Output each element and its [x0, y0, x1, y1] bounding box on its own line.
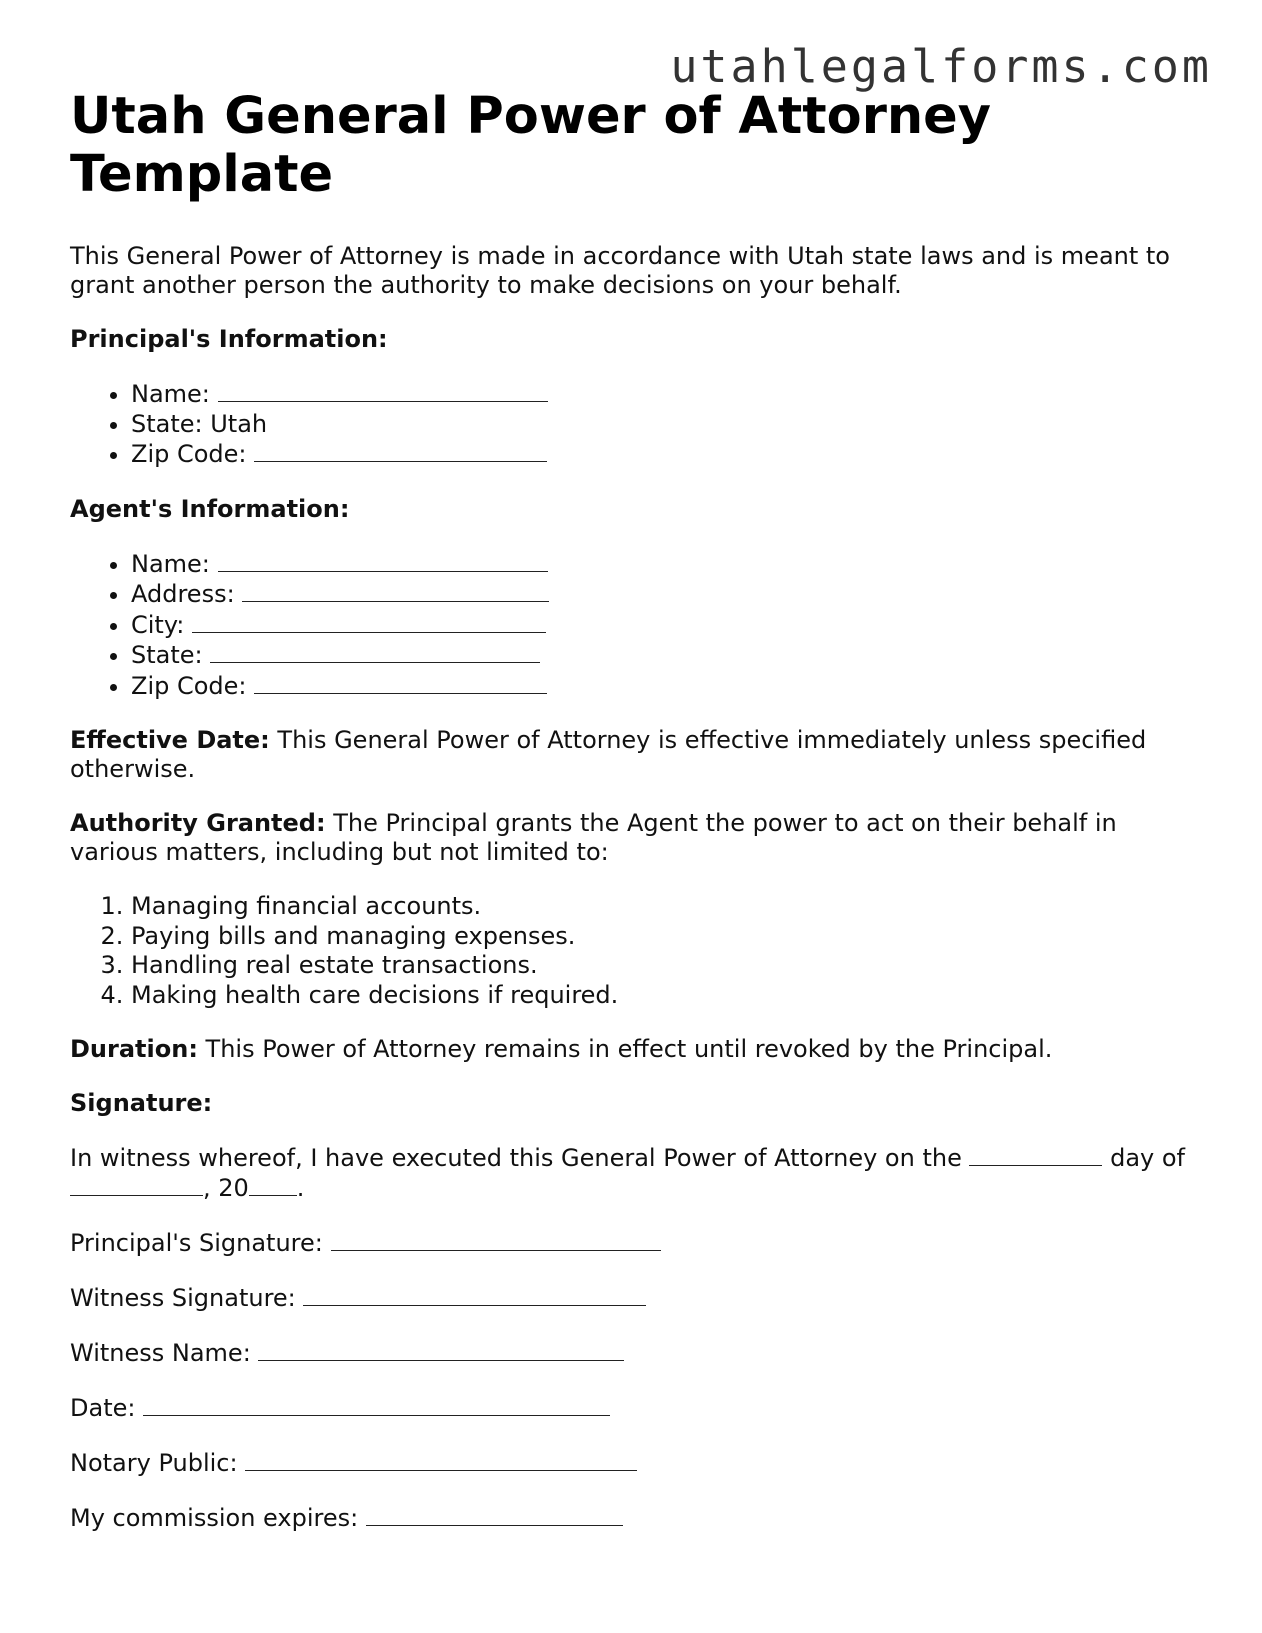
agent-heading: Agent's Information: — [70, 494, 350, 523]
duration-label: Duration: — [70, 1035, 198, 1063]
date-line: Date: — [70, 1393, 1190, 1423]
document-title: Utah General Power of Attorney Template — [70, 87, 991, 204]
date-field[interactable] — [143, 1393, 610, 1416]
site-watermark: utahlegalforms.com — [670, 40, 1212, 93]
effective-date-text: This General Power of Attorney is effective immediately unless specified otherwise. — [70, 726, 1147, 783]
principal-signature-field[interactable] — [331, 1228, 661, 1251]
agent-name-item: • Name: — [131, 549, 1190, 580]
duration-text: This Power of Attorney remains in effect until revoked by the Principal. — [197, 1035, 1053, 1063]
authority-item: 4. Making health care decisions if required. — [131, 981, 1190, 1011]
principal-name-item: • Name: — [131, 379, 1190, 410]
witness-signature-line: Witness Signature: — [70, 1283, 1190, 1313]
commission-expires-line: My commission expires: — [70, 1503, 1190, 1533]
principal-zip-item: • Zip Code: — [131, 439, 1190, 470]
agent-address-item: • Address: — [131, 579, 1190, 610]
authority-item: 3. Handling real estate transactions. — [131, 951, 1190, 981]
authority-list — [70, 892, 1190, 1010]
execution-day-field[interactable] — [969, 1143, 1102, 1166]
authority-label: Authority Granted: — [70, 809, 326, 837]
signature-heading: Signature: — [70, 1089, 213, 1117]
authority-item: 1. Managing financial accounts. — [131, 892, 1190, 922]
notary-public-field[interactable] — [245, 1448, 637, 1471]
authority-item: 2. Paying bills and managing expenses. — [131, 922, 1190, 952]
witness-name-field[interactable] — [258, 1338, 624, 1361]
document-page — [70, 88, 1190, 1558]
intro-paragraph: This General Power of Attorney is made in accordance with Utah state laws and is meant to grant another person the authority to make decisions on your behalf. — [70, 242, 1170, 299]
agent-info-list — [70, 549, 1190, 702]
principal-heading: Principal's Information: — [70, 325, 388, 353]
agent-state-item: • State: — [131, 640, 1190, 671]
execution-month-field[interactable] — [70, 1173, 203, 1196]
effective-date-paragraph — [70, 726, 1190, 784]
agent-address-field[interactable] — [242, 579, 549, 602]
principal-signature-line: Principal's Signature: — [70, 1228, 1190, 1258]
notary-public-line: Notary Public: — [70, 1448, 1190, 1478]
commission-expires-field[interactable] — [366, 1503, 623, 1526]
authority-paragraph — [70, 809, 1190, 867]
agent-name-field[interactable] — [218, 549, 548, 572]
principal-zip-field[interactable] — [254, 439, 547, 462]
principal-info-list — [70, 379, 1190, 470]
agent-city-item: • City: — [131, 610, 1190, 641]
agent-zip-item: • Zip Code: — [131, 671, 1190, 702]
effective-date-label: Effective Date: — [70, 726, 270, 754]
witness-signature-field[interactable] — [303, 1283, 646, 1306]
witness-whereof-paragraph: In witness whereof, I have executed this General Power of Attorney on the day of , 20 . — [70, 1144, 1186, 1202]
principal-name-field[interactable] — [218, 379, 548, 402]
witness-name-line: Witness Name: — [70, 1338, 1190, 1368]
principal-state-item: • State: Utah — [131, 410, 1190, 440]
authority-text: The Principal grants the Agent the power to act on their behalf in various matters, including but not limited to: — [70, 809, 1117, 866]
agent-city-field[interactable] — [192, 610, 546, 633]
duration-paragraph — [70, 1035, 1190, 1064]
agent-zip-field[interactable] — [254, 671, 547, 694]
agent-state-field[interactable] — [210, 640, 540, 663]
execution-year-field[interactable] — [249, 1173, 297, 1196]
